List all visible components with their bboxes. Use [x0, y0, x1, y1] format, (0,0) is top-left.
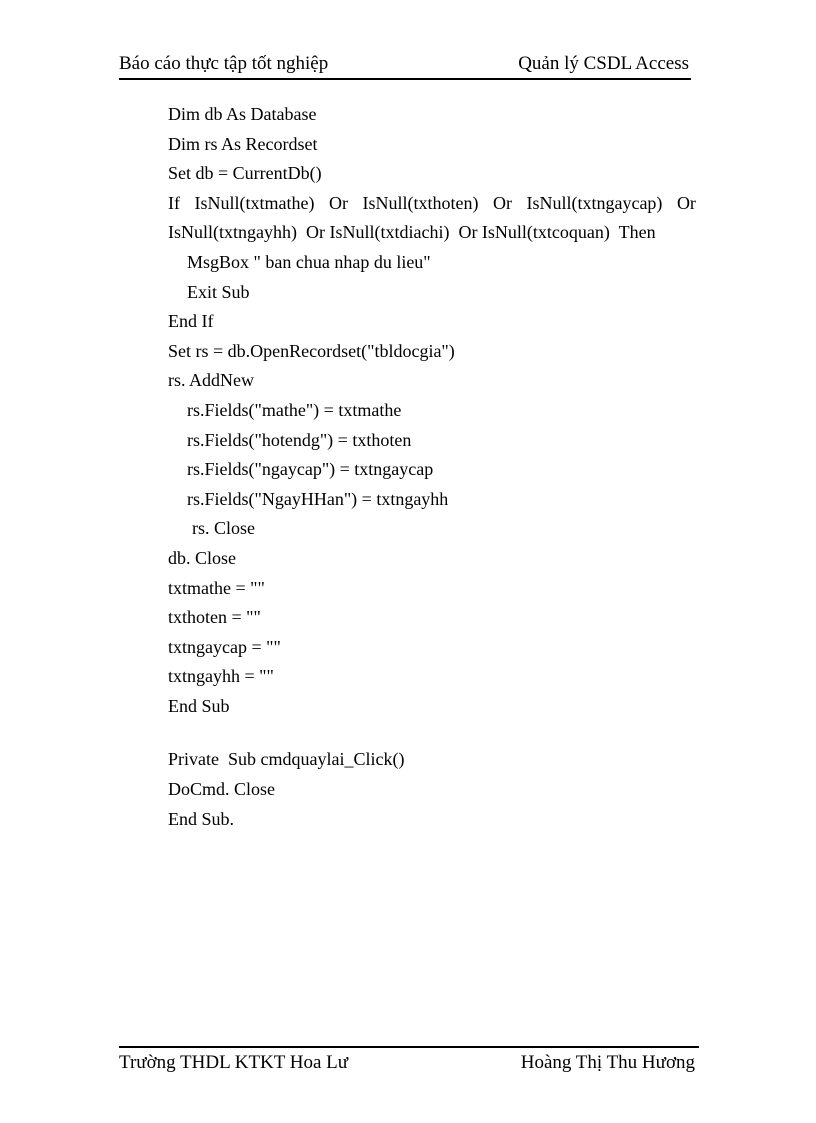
- code-line: rs. Close: [192, 518, 255, 539]
- code-line-if-condition: [168, 189, 696, 219]
- code-line: End Sub: [168, 695, 230, 716]
- page-footer: [119, 1046, 699, 1076]
- code-line: rs.Fields("hotendg") = txthoten: [187, 429, 412, 450]
- code-token: Or: [328, 192, 348, 213]
- code-line: Dim db As Database: [168, 104, 317, 124]
- code-line: txthoten = "": [168, 607, 261, 628]
- header-subject: Quản lý CSDL Access: [518, 53, 689, 74]
- code-line: Dim rs As Recordset: [168, 133, 318, 154]
- code-line: Private Sub cmdquaylai_Click(): [168, 749, 405, 770]
- code-line: rs.Fields("mathe") = txtmathe: [187, 399, 402, 420]
- code-token: If: [168, 192, 180, 213]
- code-line: End Sub.: [168, 808, 235, 829]
- code-token: Or: [492, 192, 512, 213]
- code-token: IsNull(txtngaycap): [526, 192, 663, 213]
- code-line: Exit Sub: [187, 281, 250, 302]
- blank-line: [168, 721, 696, 745]
- code-line: End If: [168, 311, 214, 332]
- code-line: db. Close: [168, 547, 237, 568]
- footer-author: Hoàng Thị Thu Hương: [520, 1052, 695, 1073]
- code-line: DoCmd. Close: [168, 779, 276, 800]
- code-line: MsgBox " ban chua nhap du lieu": [187, 251, 431, 272]
- code-token: Or: [676, 192, 696, 213]
- code-token: IsNull(txtmathe): [194, 192, 315, 213]
- code-line: Set rs = db.OpenRecordset("tbldocgia"): [168, 340, 455, 361]
- code-line: IsNull(txtngayhh) Or IsNull(txtdiachi) Or IsNull(txtcoquan) Then: [168, 222, 656, 243]
- code-listing: [168, 100, 696, 834]
- code-line: rs.Fields("NgayHHan") = txtngayhh: [187, 488, 449, 509]
- code-line: rs.Fields("ngaycap") = txtngaycap: [187, 459, 434, 480]
- code-token: IsNull(txthoten): [362, 192, 479, 213]
- code-line: txtmathe = "": [168, 577, 265, 598]
- code-line: rs. AddNew: [168, 370, 254, 391]
- code-line: txtngayhh = "": [168, 666, 274, 687]
- page-header: [119, 52, 691, 80]
- code-line: txtngaycap = "": [168, 636, 281, 657]
- code-line: Set db = CurrentDb(): [168, 163, 322, 184]
- footer-school: Trường THDL KTKT Hoa Lư: [119, 1052, 349, 1073]
- header-report-title: Báo cáo thực tập tốt nghiệp: [119, 53, 329, 74]
